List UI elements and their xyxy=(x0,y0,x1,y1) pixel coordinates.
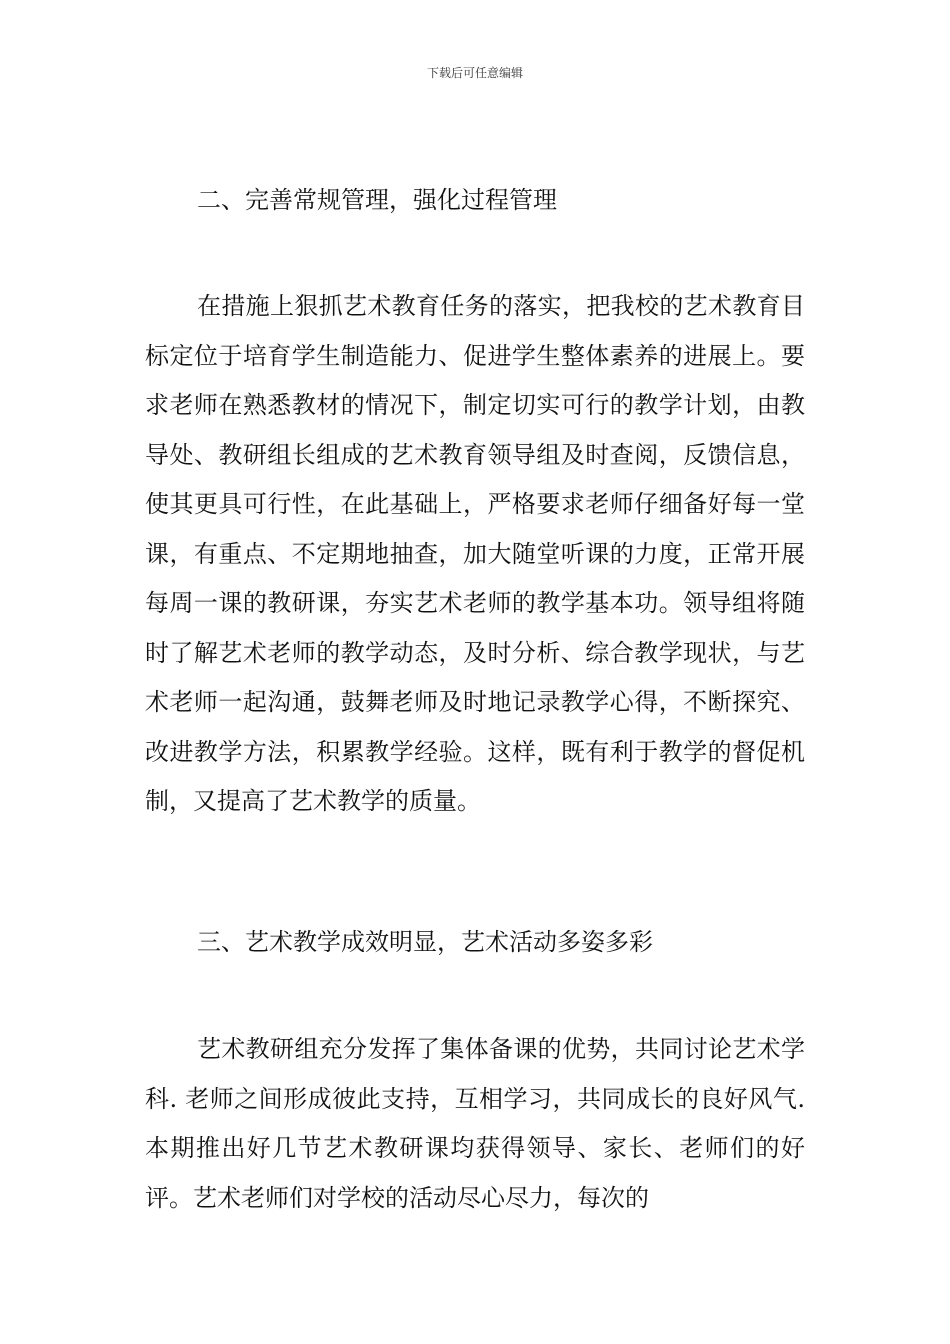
section-heading-3: 三、艺术教学成效明显，艺术活动多姿多彩 xyxy=(197,928,653,956)
body-paragraph-1: 在措施上狠抓艺术教育任务的落实，把我校的艺术教育目标定位于培育学生制造能力、促进学生整体素养的进展上。要求老师在熟悉教材的情况下，制定切实可行的教学计划，由教导处、教研组长组成的艺术教育领导组及时查阅，反馈信息，使其更具可行性，在此基础上，严格要求老师仔细备好每一堂课，有重点、不定期地抽查，加大随堂听课的力度，正常开展每周一课的教研课，夯实艺术老师的教学基本功。领导组将随时了解艺术老师的教学动态，及时分析、综合教学现状，与艺术老师一起沟通，鼓舞老师及时地记录教学心得，不断探究、改进教学方法，积累教学经验。这样，既有利于教学的督促机制，又提高了艺术教学的质量。 xyxy=(145,292,805,815)
body-paragraph-2: 艺术教研组充分发挥了集体备课的优势，共同讨论艺术学科. 老师之间形成彼此支持，互相学习，共同成长的良好风气. 本期推出好几节艺术教研课均获得领导、家长、老师们的好评。艺术老师们对学校的活动尽心尽力，每次的 xyxy=(145,1035,805,1212)
section-heading-2: 二、完善常规管理，强化过程管理 xyxy=(197,186,557,214)
header-note: 下载后可任意编辑 xyxy=(426,66,523,80)
